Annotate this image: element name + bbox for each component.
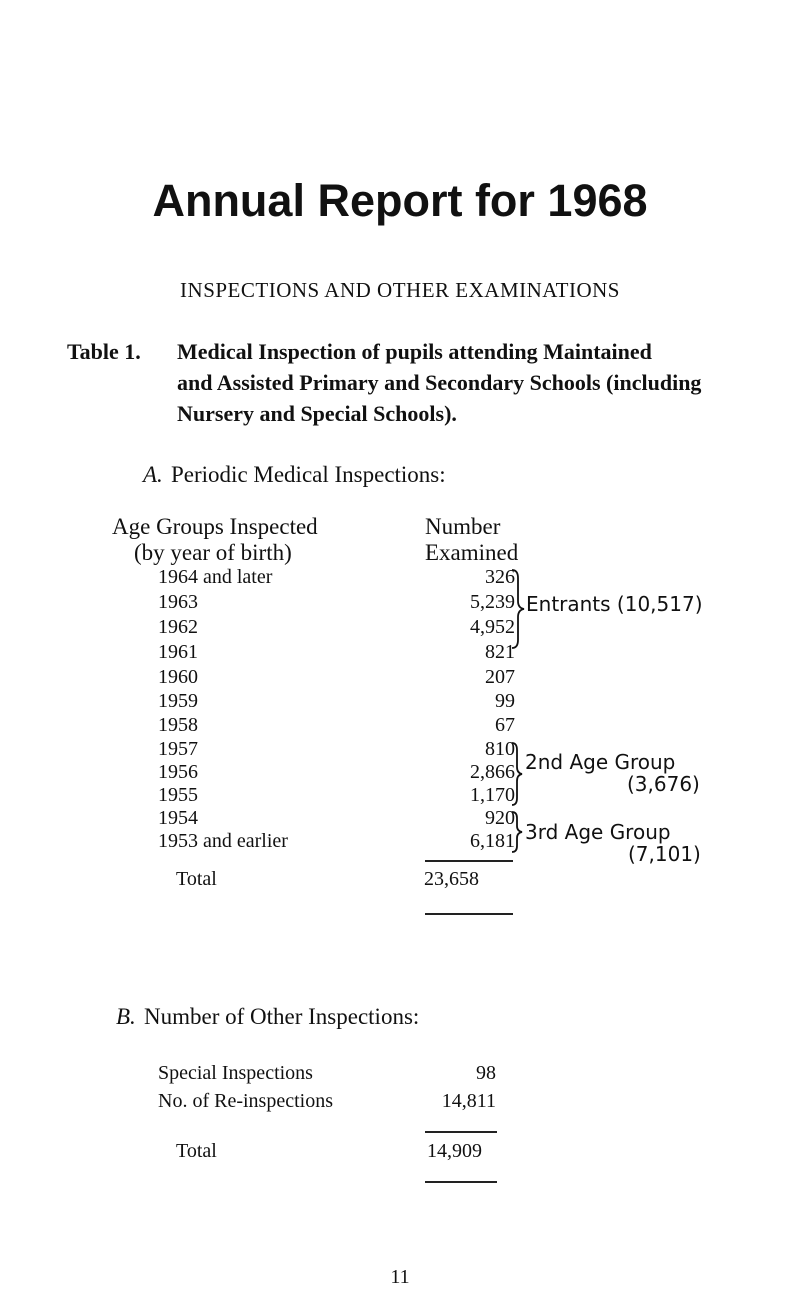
table-caption-line3: Nursery and Special Schools).: [177, 401, 457, 426]
row-year: 1958: [158, 714, 198, 736]
section-a-total-value: 23,658: [424, 868, 479, 890]
row-year: 1963: [158, 591, 198, 613]
row-year: 1959: [158, 690, 198, 712]
entrants-label: Entrants (10,517): [526, 592, 703, 616]
section-b-total-value: 14,909: [427, 1140, 482, 1162]
third-group-label: 3rd Age Group: [525, 820, 671, 844]
row-year: 1954: [158, 807, 198, 829]
col-header-number-line2: Examined: [425, 540, 519, 565]
report-title: Annual Report for 1968: [152, 175, 648, 226]
table-caption-line2: and Assisted Primary and Secondary Schools (including: [177, 370, 702, 395]
row-year: 1953 and earlier: [158, 830, 288, 852]
row-year: 1957: [158, 738, 198, 760]
col-header-number-examined: [425, 514, 518, 566]
row-year: 1962: [158, 616, 198, 638]
col-header-age-groups-line1: Age Groups Inspected: [112, 514, 318, 539]
row-number: 67: [495, 714, 515, 736]
section-subtitle: INSPECTIONS AND OTHER EXAMINATIONS: [180, 278, 620, 302]
table-number: Table 1.: [67, 339, 141, 364]
page-number: 11: [390, 1266, 410, 1288]
col-header-age-groups-line2: (by year of birth): [134, 540, 292, 565]
col-header-age-groups: [112, 514, 318, 566]
row-number: 1,170: [470, 784, 515, 806]
section-b-rule-bottom: [425, 1181, 497, 1183]
row-year: 1964 and later: [158, 566, 273, 588]
section-a-title: Periodic Medical Inspections:: [171, 462, 446, 487]
section-b-letter: B.: [116, 1004, 136, 1029]
reinspections-label: No. of Re-inspections: [158, 1090, 333, 1112]
row-number: 920: [485, 807, 515, 829]
row-year: 1961: [158, 641, 198, 663]
section-b-total-label: Total: [176, 1140, 217, 1162]
second-group-brace-icon: [510, 741, 526, 807]
row-number: 4,952: [470, 616, 515, 638]
section-a-heading: [143, 462, 446, 488]
third-group-total: (7,101): [628, 842, 701, 866]
total-rule-bottom: [425, 913, 513, 915]
row-number: 6,181: [470, 830, 515, 852]
reinspections-value: 14,811: [441, 1090, 496, 1112]
section-a-total-label: Total: [176, 868, 217, 890]
section-b-rule-top: [425, 1131, 497, 1133]
special-inspections-label: Special Inspections: [158, 1062, 313, 1084]
section-a-letter: A.: [143, 462, 163, 487]
row-number: 326: [485, 566, 515, 588]
row-year: 1960: [158, 666, 198, 688]
row-year: 1956: [158, 761, 198, 783]
row-number: 99: [495, 690, 515, 712]
second-group-total: (3,676): [627, 772, 700, 796]
table-caption-line1: Medical Inspection of pupils attending Maintained: [177, 339, 652, 364]
row-year: 1955: [158, 784, 198, 806]
row-number: 2,866: [470, 761, 515, 783]
table-caption: [67, 336, 747, 429]
row-number: 810: [485, 738, 515, 760]
third-group-brace-icon: [510, 810, 526, 854]
second-group-label: 2nd Age Group: [525, 750, 676, 774]
section-b-title: Number of Other Inspections:: [144, 1004, 420, 1029]
section-b-heading: [116, 1004, 419, 1030]
special-inspections-value: 98: [476, 1062, 496, 1084]
row-number: 207: [485, 666, 515, 688]
row-number: 821: [485, 641, 515, 663]
row-number: 5,239: [470, 591, 515, 613]
total-rule-top: [425, 860, 513, 862]
col-header-number-line1: Number: [425, 514, 501, 539]
